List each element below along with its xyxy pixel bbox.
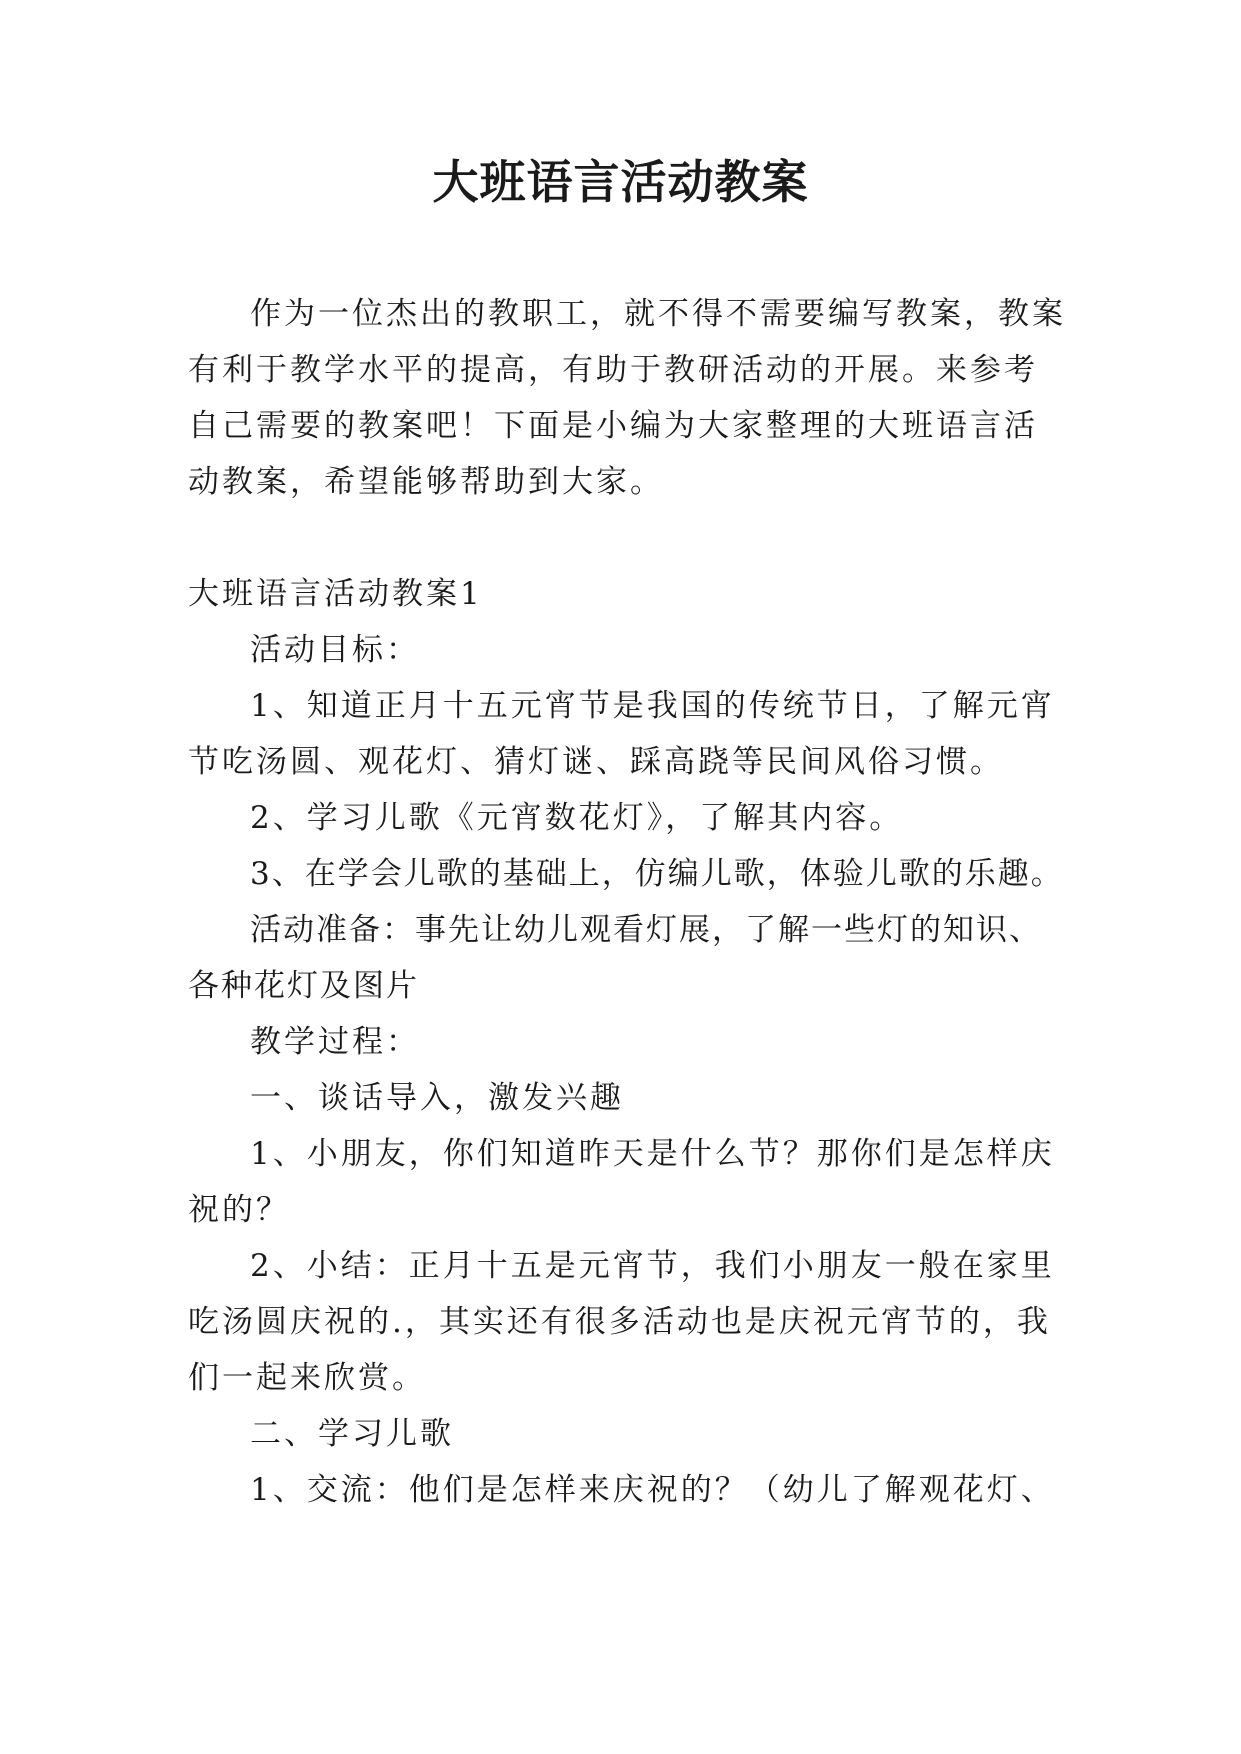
intro-paragraph: 作为一位杰出的教职工，就不得不需要编写教案，教案有利于教学水平的提高，有助于教研活动的开展。来参考自己需要的教案吧！下面是小编为大家整理的大班语言活动教案，希望能够帮助到大家。 (188, 296, 1066, 500)
paragraph-step-1: 一、谈话导入，激发兴趣 (250, 1080, 624, 1116)
paragraph-goal-3: 3、在学会儿歌的基础上，仿编儿歌，体验儿歌的乐趣。 (250, 856, 1064, 892)
paragraph-goal-1: 1、知道正月十五元宵节是我国的传统节日，了解元宵节吃汤圆、观花灯、猜灯谜、踩高跷等民间风俗习惯。 (188, 688, 1055, 780)
paragraph-goal-2: 2、学习儿歌《元宵数花灯》，了解其内容。 (250, 800, 904, 836)
document-title: 大班语言活动教案 (432, 155, 809, 209)
paragraph-teaching-process: 教学过程： (250, 1024, 420, 1060)
paragraph-preparation: 活动准备：事先让幼儿观看灯展，了解一些灯的知识、各种花灯及图片 (188, 912, 1042, 1004)
paragraph-activity-goals: 活动目标： (250, 632, 420, 668)
paragraph-step-2-1: 1、交流：他们是怎样来庆祝的？（幼儿了解观花灯、 (250, 1472, 1055, 1508)
document-body (188, 286, 1068, 1518)
paragraph-step-1-1: 1、小朋友，你们知道昨天是什么节？那你们是怎样庆祝的？ (188, 1136, 1055, 1228)
paragraph-step-2: 二、学习儿歌 (250, 1416, 454, 1452)
section-heading: 大班语言活动教案1 (188, 576, 483, 612)
paragraph-step-1-2: 2、小结：正月十五是元宵节，我们小朋友一般在家里吃汤圆庆祝的.，其实还有很多活动也是庆祝元宵节的，我们一起来欣赏。 (188, 1248, 1055, 1396)
